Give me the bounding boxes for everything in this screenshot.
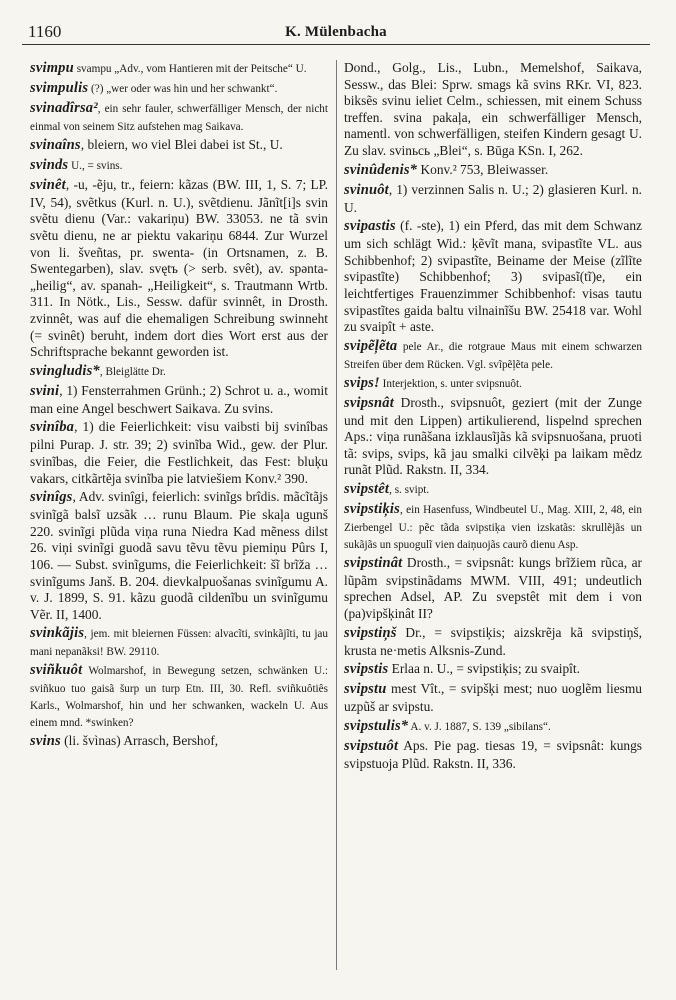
entry-text: (li. švìnas) Arrasch, Bershof, [60, 732, 219, 748]
entry-headword: svimpulis [30, 79, 89, 96]
dictionary-entry [344, 60, 642, 160]
dictionary-entry [344, 182, 642, 217]
dictionary-entry [30, 137, 328, 155]
entry-text: mest Vît., = svipšķi mest; nuo uoglẽm liesmu uzpũš ar svipstu. [344, 681, 642, 715]
entry-headword: svipstêt [344, 481, 390, 498]
page-header [22, 22, 650, 44]
entry-text: , bleiern, wo viel Blei dabei ist St., U. [80, 136, 283, 152]
entry-text: , 1) verzinnen Salis n. U.; 2) glasieren Kurl. n. U. [344, 181, 642, 215]
entry-text: Wolmarshof, in Bewegung setzen, schwänken U.: sviñkuo tuo gaisã šurp un turp Etn. III, 30. Refl. sviñkuôtiês Karls., Wolmarshof, hin und her schwanken, wackeln U. Aus einem mnd. *swinken? [30, 665, 328, 729]
dictionary-entry [344, 738, 642, 773]
entry-headword: svinadîrsa² [30, 99, 98, 116]
entry-text: Interjektion, s. unter svipsnuôt. [379, 377, 522, 390]
entry-text: , Adv. svinîgi, feierlich: svinĩgs brîdis. mãcĩtãjs svinĩgã balsĩ uzsãk … runu Blaum. Pie skaļa ugunš 220. svinĩgi plũda viņa runa Niedra Kad mẽness dilst 26. viņi svinĩgi guodã savu tẽvu tẽvu piemiņu Pûrs I, 106. — Subst. svinĩgums, die Feierlichkeit: šĩ brĩža … svinĩgums Janš. B. 204. dievkalpuošanas svinĩgumu A. v. J. 1899, S. 91. kãzu guodã cildenĩbu un svinĩgumu Vẽr. II, 1400. [30, 489, 328, 622]
right-column [344, 60, 642, 980]
dictionary-entry [30, 60, 328, 78]
dictionary-entry [344, 625, 642, 660]
entry-headword: svinîgs [30, 489, 73, 506]
dictionary-entry [30, 177, 328, 361]
dictionary-entry [30, 363, 328, 381]
dictionary-entry [344, 661, 642, 679]
entry-text: A. v. J. 1887, S. 139 „sibilans“. [408, 720, 551, 733]
entry-headword: sviñkuôt [30, 662, 83, 679]
dictionary-entry [344, 375, 642, 393]
entry-text: Aps. Pie pag. tiesas 19, = svipsnât: kungs svipstuoja Plũd. Rakstn. II, 336. [344, 737, 642, 771]
dictionary-entry [344, 501, 642, 553]
entry-text: Dond., Golg., Lis., Lubn., Memelshof, Saikava, Sessw., das Blei: Sprw. smags kã svins RKr. VI, 823. biksẽs svinu ieliet Celm., schiessen, mit einem Schuss treffen. svina pakaļa, ein schwerfälliger Mensch, namentl. von schwerfälligen, steifen Kindern gesagt U. Zu slav. svinьсь „Blei“, s. Būga KSn. I, 262. [344, 60, 642, 159]
entry-text: , ein Hasenfuss, Windbeutel U., Mag. XIII, 2, 48, ein Zierbengel U.: pẽc tãda svipstiķa vien izskatãs: skrullẽjãs un sukãjãs un spuogulĩ vien daiņuojãs caurõ dienu Asp. [344, 504, 642, 551]
entry-text: (f. -ste), 1) ein Pferd, das mit dem Schwanz um sich schlägt Wid.: ķẽvĩt mana, svipastĩte VL. aus Schibbenhof; 2) svipastĩte, Beiname der Meise (zĩlĩte svipastĩte) Schibbenhof; 3) svipasĩ(tĩ)e, ein leichtfertiges Frauenzimmer Schibbenhof: visas tautu svipastĩtes gaida baltu vilnainĩšu BW. 25418 var. Wohl zu svaipît + aste. [344, 218, 642, 335]
entry-headword: svinuôt [344, 181, 389, 198]
entry-text: , -u, -ẽju, tr., feiern: kãzas (BW. III, 1, S. 7; LP. IV, 54), svẽtkus (Kurl. n. U.), svẽtdienu. Jãnĩt[i]s svin svẽtu dienu (Var.: vakariņu) BW. 33053. ne tã svin svẽtu dienu, ne ar piektu vakariņu 6844. Zur Wurzel von li. šveñtas, pr. swenta- (in Ortsnamen, z. B. Swentegarben), slav. svętъ (> serb. svêt), av. spənta- „heilig“, av. spanah- „Heiligkeit“, s. Trautmann Wrtb. 311. In Nötk., Lis., Sessw. dafür svinnêt, in Drosth. zvinnêt, was auf die ehemaligen Schreibung swinneht (= svinêt) beruht, indem dort dies Wort erst aus der Schriftsprache bekannt geworden ist. [30, 176, 328, 360]
entry-text: , Bleiglätte Dr. [99, 365, 166, 378]
entry-headword: svinds [30, 156, 69, 173]
dictionary-entry [344, 162, 642, 180]
header-rule [22, 44, 650, 45]
dictionary-entry [30, 383, 328, 418]
dictionary-entry [344, 338, 642, 373]
entry-headword: svipstuôt [344, 737, 399, 754]
dictionary-entry [344, 218, 642, 336]
entry-text: , ein sehr fauler, schwerfälliger Mensch, der nicht einmal von seinem Sitz aufstehen mag Saikava. [30, 102, 328, 133]
dictionary-entry [30, 157, 328, 175]
dictionary-entry [30, 733, 328, 751]
dictionary-entry [344, 718, 642, 736]
dictionary-entry [30, 489, 328, 623]
entry-headword: svinêt [30, 176, 66, 193]
entry-text: (?) „wer oder was hin und her schwankt“. [88, 82, 278, 95]
dictionary-entry [30, 419, 328, 487]
entry-headword: svipstiķis [344, 501, 400, 518]
entry-headword: svipsnât [344, 394, 394, 411]
column-divider [336, 60, 337, 970]
dictionary-entry [30, 625, 328, 660]
dictionary-entry [344, 681, 642, 716]
left-column [30, 60, 328, 980]
entry-headword: svins [30, 732, 61, 749]
entry-text: U., = svins. [68, 159, 123, 172]
entry-headword: svingludis* [30, 362, 100, 379]
entry-headword: svinkãjis [30, 625, 85, 642]
dictionary-entry [344, 395, 642, 479]
entry-text: Drosth., = svipsnât: kungs brĩžiem rũca, ar lũpãm svipstinãdams MWM. VIII, 491; undeutlich sprechen Adsel, AP. Zu svepstêt mit dem i von (pa)vipšķinât II? [344, 554, 642, 621]
entry-text: , 1) Fensterrahmen Grünh.; 2) Schrot u. a., womit man eine Angel beschwert Saikava. Zu svins. [30, 382, 328, 416]
entry-headword: svipstu [344, 681, 387, 698]
dictionary-entry [344, 481, 642, 499]
entry-headword: svini [30, 382, 60, 399]
page-number: 1160 [28, 22, 62, 41]
entry-headword: svipstinât [344, 554, 403, 571]
entry-text: Drosth., svipsnuôt, geziert (mit der Zunge und mit den Lippen) artikulierend, lispelnd sprechen Aps.: viņa runãšana izklausĩjãs kã svipsnuošana, pruoti tã: svips, svips, kã jau smalki cilvẽķi pa laikam mẽdz runãt Plũd. Rakstn. II, 334. [344, 394, 642, 478]
entry-headword: svipstulis* [344, 717, 409, 734]
dictionary-entry [30, 80, 328, 98]
entry-headword: svipstiņš [344, 624, 397, 641]
entry-headword: svipẽļẽta [344, 337, 398, 354]
entry-headword: svinaîns [30, 136, 81, 153]
entry-text: pele Ar., die rotgraue Maus mit einem schwarzen Streifen über dem Rücken. Vgl. svĩpẽļẽta pele. [344, 340, 642, 371]
entry-text: Konv.² 753, Bleiwasser. [417, 161, 549, 177]
entry-text: Dr., = svipstiķis; aizskrẽja kã svipstiņš, krusta ne·metis Alksnis-Zund. [344, 624, 642, 658]
entry-headword: svinîba [30, 419, 75, 436]
entry-text: , jem. mit bleiernen Füssen: alvacĩti, svinkãjĩti, tu jau mani nepanãksi! BW. 29110. [30, 628, 328, 659]
dictionary-entry [344, 555, 642, 623]
entry-headword: svimpu [30, 60, 74, 76]
dictionary-entry [30, 662, 328, 731]
dictionary-entry [30, 100, 328, 135]
entry-text: svampu „Adv., vom Hantieren mit der Peitsche“ U. [73, 63, 307, 75]
entry-headword: svips! [344, 374, 380, 391]
entry-headword: svinûdenis* [344, 161, 418, 178]
entry-text: Erlaa n. U., = svipstiķis; zu svaipît. [388, 661, 580, 677]
entry-text: , 1) die Feierlichkeit: visu vaibsti bij svinîbas pilni Purap. J. str. 39; 2) svinĩba Wid., gew. der Plur. svinĩbas, die Feier, die Festlichkeit, das Fest: bluķu vakars, citkãrtẽja svinĩba pie latviešiem Konv.² 390. [30, 419, 328, 486]
entry-headword: svipstis [344, 661, 389, 678]
entry-headword: svipastis [344, 218, 396, 235]
running-head: K. Mülenbacha [285, 24, 387, 40]
entry-text: , s. svipt. [389, 484, 430, 497]
